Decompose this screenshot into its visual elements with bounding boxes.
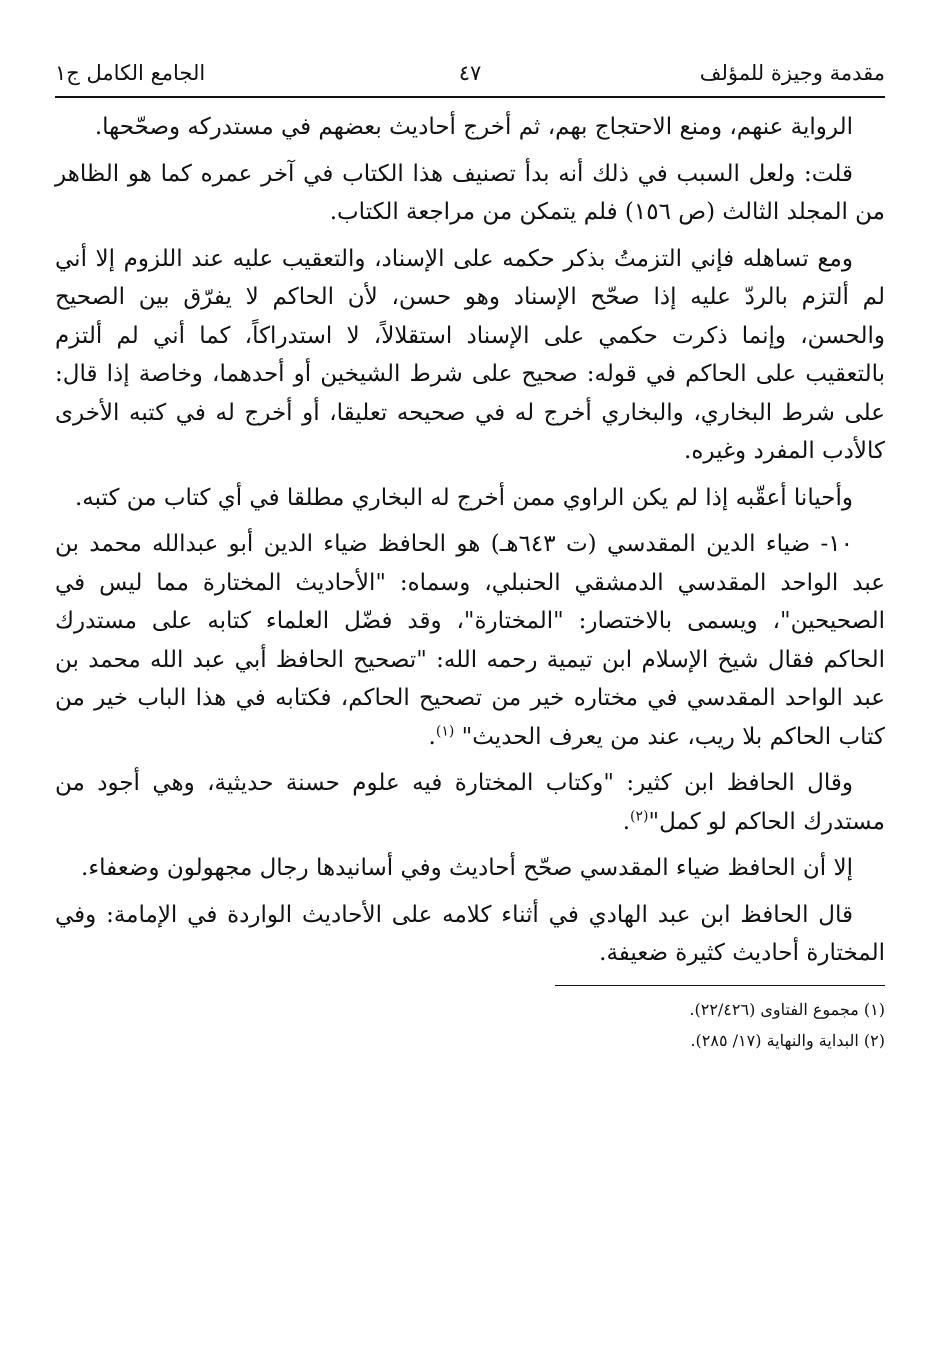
footnote-divider	[555, 985, 885, 986]
paragraph: وأحيانا أعقّبه إذا لم يكن الراوي ممن أخرج له البخاري مطلقا في أي كتاب من كتبه.	[74, 484, 853, 511]
running-header	[55, 56, 885, 90]
paragraph: إلا أن الحافظ ضياء المقدسي صحّح أحاديث وفي أسانيدها رجال مجهولون وضعفاء.	[81, 855, 853, 881]
page-number: ٤٧	[458, 61, 482, 85]
footnotes	[55, 996, 885, 1054]
footnote-ref: (١)	[435, 722, 455, 739]
document-page	[55, 56, 885, 1058]
section-title: مقدمة وجيزة للمؤلف	[699, 61, 885, 85]
body-text	[55, 108, 885, 973]
book-title: الجامع الكامل ج١	[55, 61, 206, 85]
paragraph: ومع تساهله فإني التزمتُ بذكر حكمه على الإسناد، والتعقيب عليه عند اللزوم إلا أني لم ألتزم بالردّ عليه إذا صحّح الإسناد وهو حسن، لأن الحاكم لا يفرّق بين الصحيح والحسن، وإنما ذكرت حكمي على الإسناد استقلالاً، لا استدراكاً، كما أني لم ألتزم بالتعقيب على الحاكم في قوله: صحيح على شرط الشيخين أو أحدهما، وخاصة إذا قال: على شرط البخاري، والبخاري أخرج له في صحيحه تعليقا، أو أخرج له في كتبه الأخرى كالأدب المفرد وغيره.	[55, 245, 885, 464]
footnote-ref: (٢)	[630, 807, 649, 824]
paragraph: الرواية عنهم، ومنع الاحتجاج بهم، ثم أخرج أحاديث بعضهم في مستدركه وصحّحها.	[94, 114, 853, 140]
footnote: (٢) البداية والنهاية (١٧/ ٢٨٥).	[690, 1030, 885, 1050]
paragraph: قلت: ولعل السبب في ذلك أنه بدأ تصنيف هذا الكتاب في آخر عمره كما هو الظاهر من المجلد الثالث (ص ١٥٦) فلم يتمكن من مراجعة الكتاب.	[55, 160, 885, 225]
paragraph: وقال الحافظ ابن كثير: "وكتاب المختارة فيه علوم حسنة حديثية، وهي أجود من مستدرك الحاكم لو كمل"$^{(٢)}$.	[55, 770, 885, 835]
header-divider	[55, 96, 885, 98]
footnote: (١) مجموع الفتاوى (٢٢/٤٢٦).	[689, 999, 885, 1019]
paragraph: ١٠- ضياء الدين المقدسي (ت ٦٤٣هـ) هو الحافظ ضياء الدين أبو عبدالله محمد بن عبد الواحد المقدسي الدمشقي الحنبلي، وسماه: "الأحاديث المختارة مما ليس في الصحيحين"، ويسمى بالاختصار: "المختارة"، وقد فضّل العلماء كتابه على مستدرك الحاكم فقال شيخ الإسلام ابن تيمية رحمه الله: "تصحيح الحافظ أبي عبد الله محمد بن عبد الواحد المقدسي في مختاره خير من تصحيح الحاكم، فكتابه في هذا الباب خير من كتاب الحاكم بلا ريب، عند من يعرف الحديث" $^{(١)}$.	[55, 531, 885, 750]
paragraph: قال الحافظ ابن عبد الهادي في أثناء كلامه على الأحاديث الواردة في الإمامة: وفي المختارة أحاديث كثيرة ضعيفة.	[55, 901, 885, 966]
